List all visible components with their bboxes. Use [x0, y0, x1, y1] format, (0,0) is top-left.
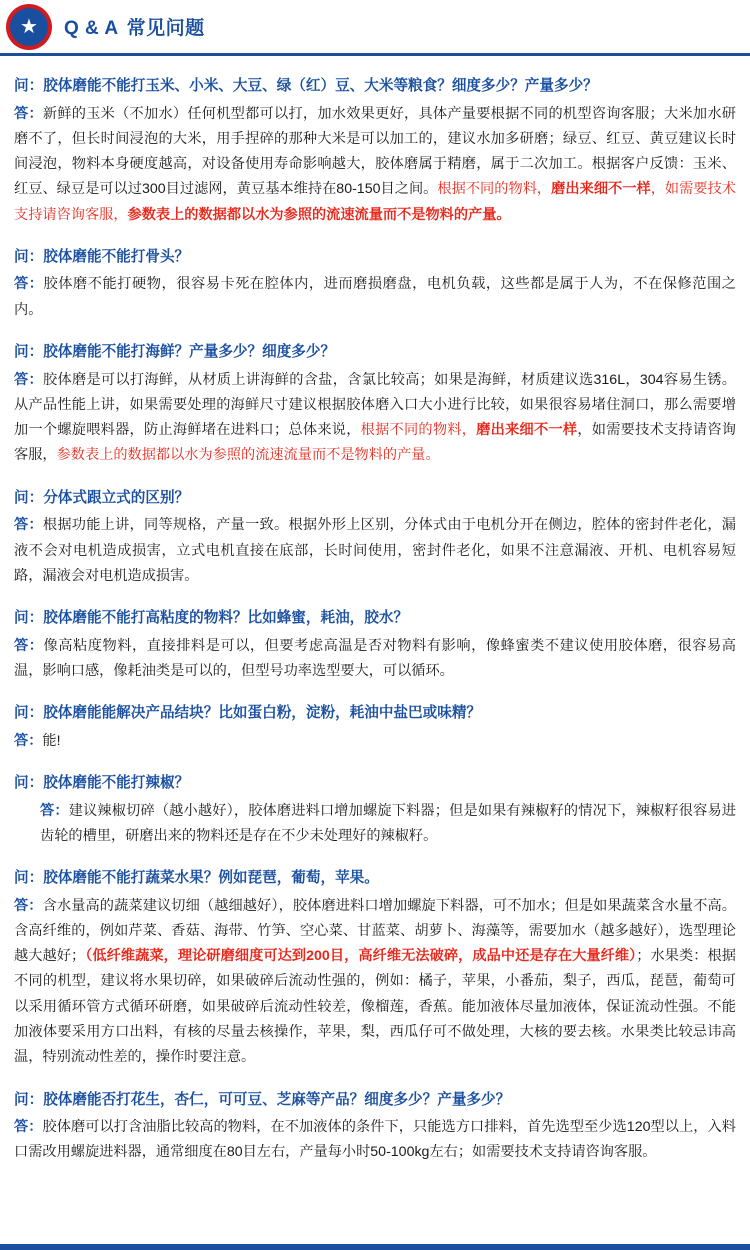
page-title [64, 13, 205, 40]
faq-item [14, 245, 736, 323]
answer-segment: 根据不同的物料， [360, 422, 477, 439]
answer-segment: 胶体磨可以打含油脂比较高的物料，在不加液体的条件下，只能选方口排料，首先选型至少选120型以上，入料口需改用螺旋进料器，通常细度在80目左右，产量每小时50-100kg左右；如需要技术支持请咨询客服。 [14, 1119, 736, 1161]
answer-label: 答： [14, 1119, 43, 1136]
answer-segment: 含水量高的蔬菜建议切细（越细越好），胶体磨进料口增加螺旋下料器，可不加水；但是如果蔬菜含水量不高。含高纤维的，例如芹菜、香菇、海带、竹笋、空心菜、甘蓝菜、胡萝卜、海藻等，需要加水（越多越好），选型理论越大越好； [14, 897, 736, 965]
question-text: 胶体磨能不能打辣椒？ [43, 774, 190, 791]
answer-label: 答： [14, 517, 43, 534]
answer-label: 答： [14, 276, 44, 293]
answer-segment: 参数表上的数据都以水为参照的流速流量而不是物料的产量。 [127, 206, 511, 223]
faq-item [14, 74, 736, 228]
faq-item [14, 486, 736, 589]
faq-question [14, 701, 736, 727]
faq-answer [14, 634, 736, 685]
question-label: 问： [14, 705, 44, 722]
question-label: 问： [14, 774, 44, 791]
faq-answer [14, 513, 736, 589]
answer-label: 答： [14, 105, 43, 122]
answer-segment: 像高粘度物料，直接排料是可以，但要考虑高温是否对物料有影响，像蜂蜜类不建议使用胶体磨，很容易高温，影响口感，像耗油类是可以的，但型号功率选型要大，可以循环。 [14, 637, 736, 679]
question-label: 问： [14, 870, 44, 887]
question-label: 问： [14, 78, 44, 94]
answer-segment: 磨出来细不一样 [476, 422, 578, 439]
answer-segment: 根据不同的物料， [437, 181, 552, 198]
faq-question [14, 340, 736, 366]
answer-segment: 建议辣椒切碎（越小越好），胶体磨进料口增加螺旋下料器；但是如果有辣椒籽的情况下，辣椒籽很容易进齿轮的槽里，研磨出来的物料还是存在不少未处理好的辣椒籽。 [40, 802, 736, 844]
faq-answer [14, 368, 736, 469]
question-text: 胶体磨能否打花生，杏仁，可可豆、芝麻等产品？细度多少？产量多少？ [43, 1091, 511, 1108]
faq-question [14, 771, 736, 797]
answer-label: 答： [14, 637, 44, 654]
question-label: 问： [14, 248, 44, 265]
faq-answer [14, 799, 736, 850]
question-label: 问： [14, 1091, 44, 1108]
answer-segment: 参数表上的数据都以水为参照的流速流量而不是物料的产量。 [56, 447, 440, 464]
question-text: 胶体磨能不能打海鲜？产量多少？细度多少？ [43, 344, 336, 361]
answer-segment: 磨出来细不一样 [551, 181, 651, 198]
question-text: 胶体磨能能解决产品结块？比如蛋白粉，淀粉，耗油中盐巴或味精？ [43, 705, 482, 722]
question-text: 分体式跟立式的区别？ [43, 489, 190, 506]
answer-label: 答： [14, 371, 43, 388]
faq-answer [14, 894, 736, 1071]
answer-segment: 胶体磨不能打硬物，很容易卡死在腔体内，进而磨损磨盘，电机负载，这些都是属于人为，不在保修范围之内。 [14, 276, 736, 318]
faq-item [14, 606, 736, 684]
answer-segment: 根据功能上讲，同等规格，产量一致。根据外形上区别，分体式由于电机分开在侧边，腔体的密封件老化，漏液不会对电机造成损害，立式电机直接在底部，长时间使用，密封件老化，如果不注意漏液、开机、电机容易短路，漏液会对电机造成损害。 [14, 517, 736, 584]
faq-item [14, 1088, 736, 1166]
answer-label: 答： [40, 802, 69, 819]
faq-question [14, 1088, 736, 1114]
answer-label: 答： [14, 897, 43, 914]
question-text: 胶体磨能不能打高粘度的物料？比如蜂蜜，耗油，胶水？ [43, 610, 409, 627]
question-label: 问： [14, 489, 44, 506]
answer-segment: ，如需要技术支持请咨询客服， [14, 181, 736, 223]
page-header [0, 0, 750, 56]
faq-item [14, 701, 736, 754]
faq-item [14, 340, 736, 469]
faq-question [14, 245, 736, 271]
faq-list [0, 56, 750, 1209]
faq-answer [14, 102, 736, 228]
question-label: 问： [14, 344, 44, 361]
faq-question [14, 866, 736, 892]
answer-segment: 能! [42, 732, 61, 749]
star-logo-icon [6, 4, 52, 50]
faq-question [14, 486, 736, 512]
answer-segment: 胶体磨是可以打海鲜，从材质上讲海鲜的含盐，含氯比较高；如果是海鲜，材质建议选316L，304容易生锈。从产品性能上讲，如果需要处理的海鲜尺寸建议根据胶体磨入口大小进行比较，如果很容易堵住洞口，那么需要增加一个螺旋喂料器，防止海鲜堵在进料口；总体来说， [14, 371, 736, 439]
question-label: 问： [14, 610, 44, 627]
answer-segment: （低纤维蔬菜，理论研磨细度可达到200目，高纤维无法破碎，成品中还是存在大量纤维） [85, 948, 637, 965]
faq-answer [14, 1115, 736, 1166]
answer-segment: ；水果类：根据不同的机型，建议将水果切碎，如果破碎后流动性强的，例如：橘子，苹果，小番茄，梨子，西瓜，琵琶，葡萄可以采用循环管方式循环研磨，如果破碎后流动性较差，像榴莲，香蕉。能加液体尽量加液体，保证流动性强。不能加液体要采用方口出料，有核的尽量去核操作，苹果，梨，西瓜仔可不做处理，大核的要去核。水果类比较忌讳高温，特别流动性差的，操作时要注意。 [14, 948, 736, 1066]
answer-segment: ，如需要技术支持请咨询客服， [14, 422, 736, 464]
page-title-cn: 常见问题 [126, 18, 205, 39]
question-text: 胶体磨能不能打玉米、小米、大豆、绿（红）豆、大米等粮食？细度多少？产量多少？ [43, 78, 598, 94]
logo-inner-circle [10, 8, 48, 46]
faq-item [14, 771, 736, 849]
footer-bar [0, 1244, 750, 1250]
page-title-en: Q & A [64, 18, 119, 39]
faq-question [14, 74, 736, 100]
question-text: 胶体磨能不能打骨头？ [43, 248, 190, 265]
answer-segment: 新鲜的玉米（不加水）任何机型都可以打，加水效果更好，具体产量要根据不同的机型咨询客服；大米加水研磨不了，但长时间浸泡的大米，用手捏碎的那种大米是可以加工的，建议水加多研磨；绿豆、红豆、黄豆建议长时间浸泡，物料本身硬度越高，对设备使用寿命影响越大，胶体磨属于精磨，属于二次加工。根据客户反馈：玉米、红豆、绿豆是可以过300目过滤网，黄豆基本维持在80-150目之间。 [14, 105, 736, 198]
question-text: 胶体磨能不能打蔬菜水果？例如琵琶，葡萄，苹果。 [43, 870, 379, 887]
star-glyph: ★ [20, 15, 38, 38]
answer-label: 答： [14, 732, 43, 749]
faq-item [14, 866, 736, 1071]
faq-answer [14, 272, 736, 323]
faq-answer [14, 729, 736, 754]
faq-question [14, 606, 736, 632]
